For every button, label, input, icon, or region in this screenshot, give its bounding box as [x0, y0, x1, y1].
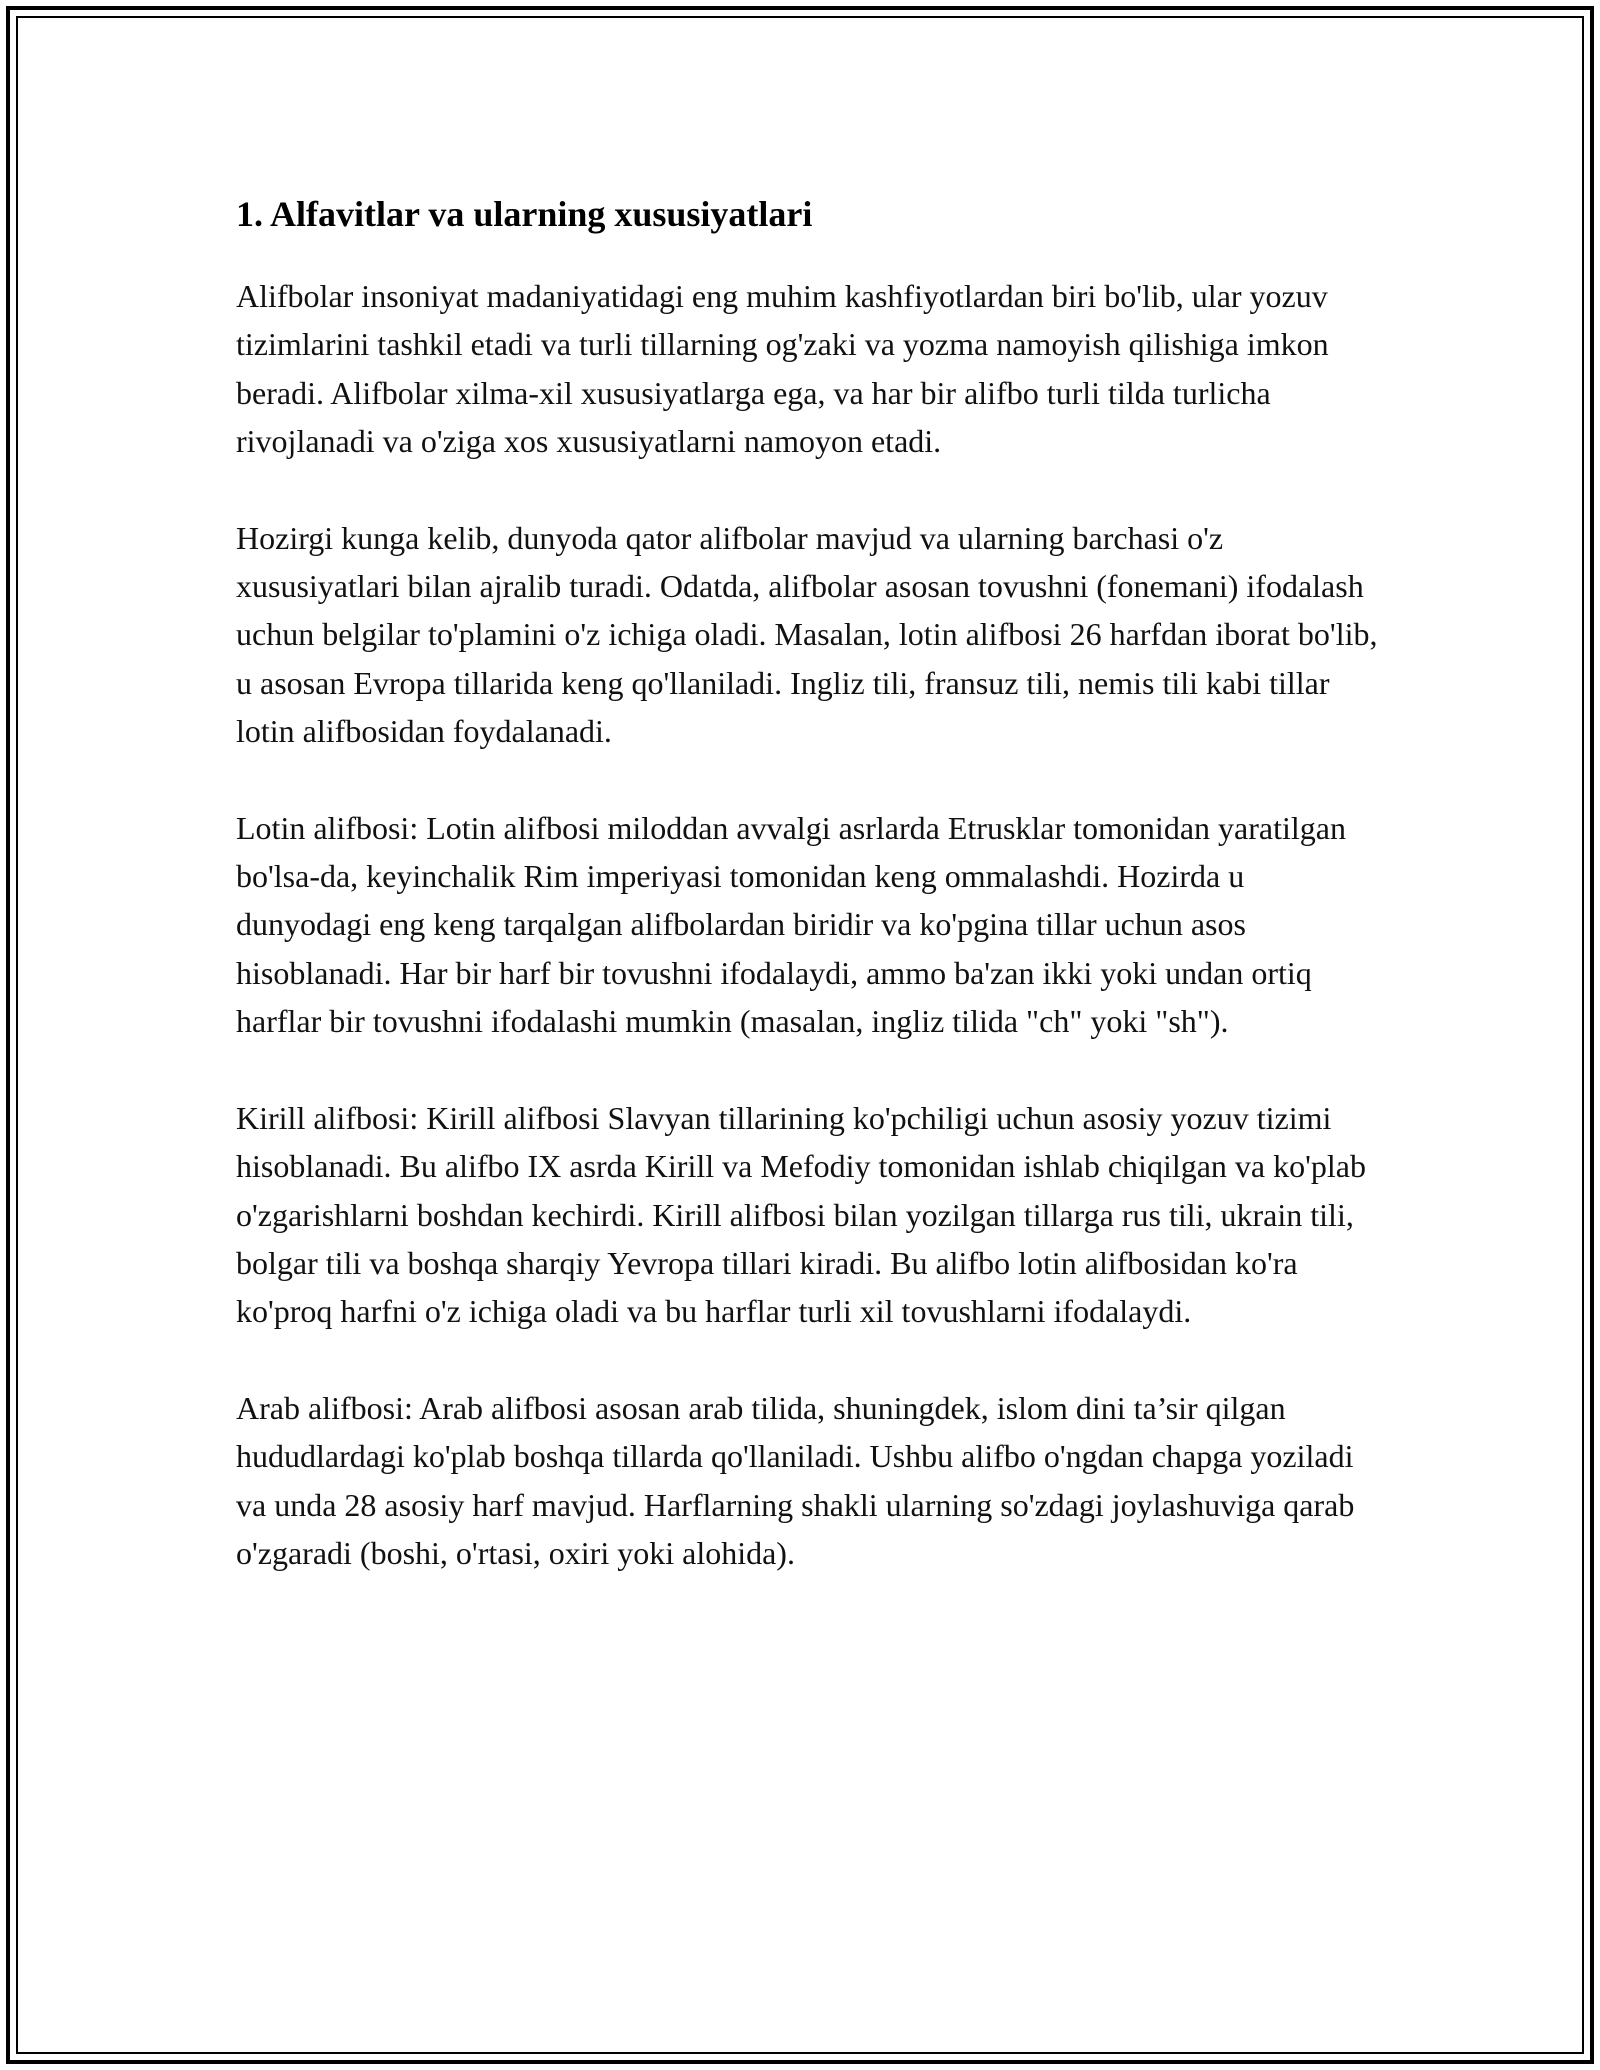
section-heading: 1. Alfavitlar va ularning xususiyatlari	[236, 194, 813, 234]
paragraph-intro: Alifbolar insoniyat madaniyatidagi eng muhim kashfiyotlardan biri bo'lib, ular yozuv tizimlarini tashkil etadi va turli tillarning og'zaki va yozma namoyish qilishiga imkon beradi. Alifbolar xilma-xil xususiyatlarga ega, va har bir alifbo turli tilda turlicha rivojlanadi va o'ziga xos xususiyatlarni namoyon etadi.	[236, 278, 1329, 460]
paragraph-overview: Hozirgi kunga kelib, dunyoda qator alifbolar mavjud va ularning barchasi o'z xususiyatlari bilan ajralib turadi. Odatda, alifbolar asosan tovushni (fonemani) ifodalash uchun belgilar to'plamini o'z ichiga oladi. Masalan, lotin alifbosi 26 harfdan iborat bo'lib, u asosan Evropa tillarida keng qo'llaniladi. Ingliz tili, fransuz tili, nemis tili kabi tillar lotin alifbosidan foydalanadi.	[236, 519, 1378, 750]
paragraph-arabic-alphabet: Arab alifbosi: Arab alifbosi asosan arab tilida, shuningdek, islom dini ta’sir qilgan hududlardagi ko'plab boshqa tillarda qo'llaniladi. Ushbu alifbo o'ngdan chapga yoziladi va unda 28 asosiy harf mavjud. Harflarning shakli ularning so'zdagi joylashuviga qarab o'zgaradi (boshi, o'rtasi, oxiri yoki alohida).	[236, 1389, 1355, 1571]
paragraph-latin-alphabet: Lotin alifbosi: Lotin alifbosi miloddan avvalgi asrlarda Etrusklar tomonidan yaratilgan bo'lsa-da, keyinchalik Rim imperiyasi tomonidan keng ommalashdi. Hozirda u dunyodagi eng keng tarqalgan alifbolardan biridir va ko'pgina tillar uchun asos hisoblanadi. Har bir harf bir tovushni ifodalaydi, ammo ba'zan ikki yoki undan ortiq harflar bir tovushni ifodalashi mumkin (masalan, ingliz tilida "ch" yoki "sh").	[236, 809, 1346, 1040]
paragraph-cyrillic-alphabet: Kirill alifbosi: Kirill alifbosi Slavyan tillarining ko'pchiligi uchun asosiy yozuv tizimi hisoblanadi. Bu alifbo IX asrda Kirill va Mefodiy tomonidan ishlab chiqilgan va ko'plab o'zgarishlarni boshdan kechirdi. Kirill alifbosi bilan yozilgan tillarga rus tili, ukrain tili, bolgar tili va boshqa sharqiy Yevropa tillari kiradi. Bu alifbo lotin alifbosidan ko'ra ko'proq harfni o'z ichiga oladi va bu harflar turli xil tovushlarni ifodalaydi.	[236, 1099, 1366, 1330]
document-body	[236, 190, 1386, 1577]
